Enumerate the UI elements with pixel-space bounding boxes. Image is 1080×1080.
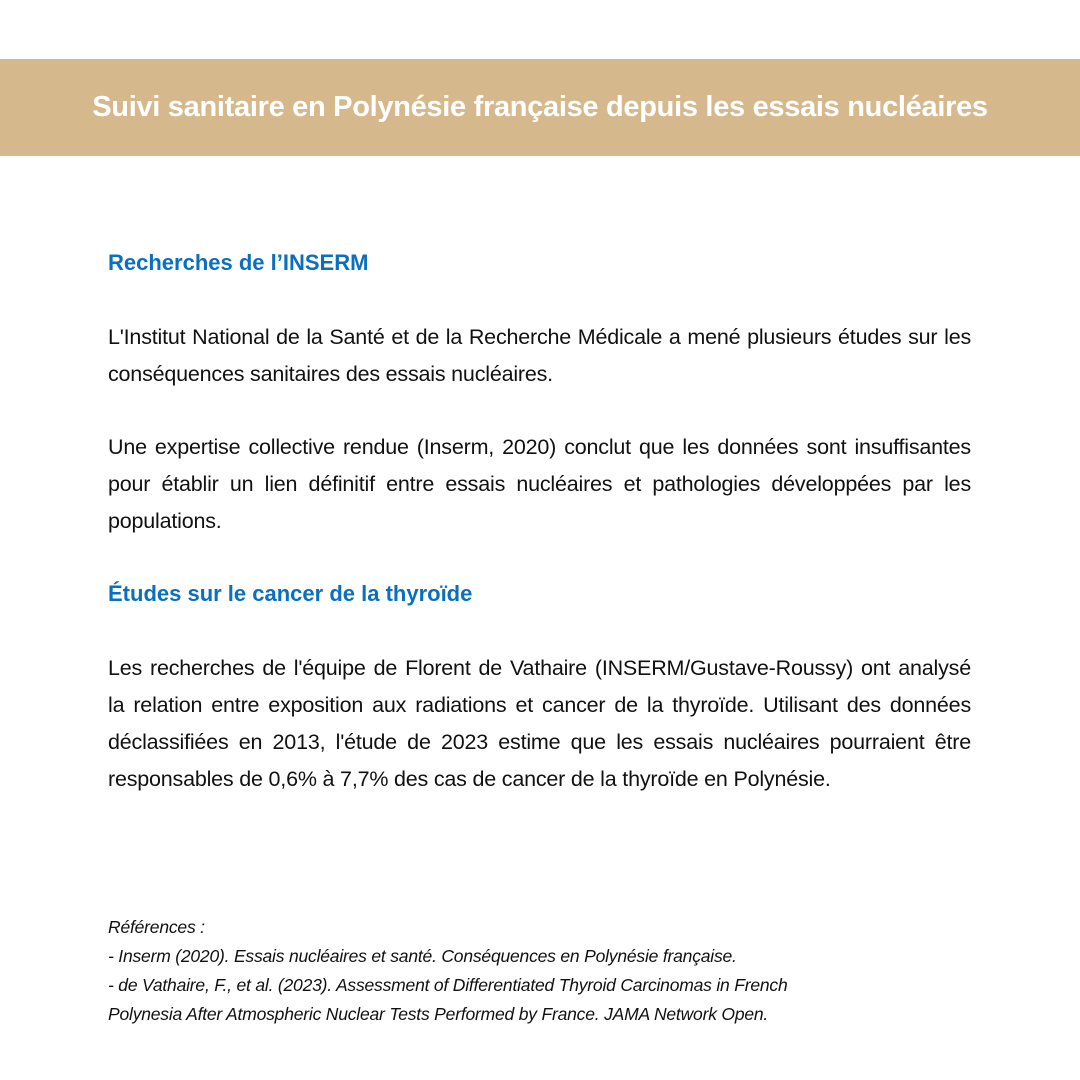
paragraph: Les recherches de l'équipe de Florent de Vathaire (INSERM/Gustave-Roussy) ont analysé la relation entre exposition aux radiations et cancer de la thyroïde. Utilisant des données déclassifiées en 2013, l'étude de 2023 estime que les essais nucléaires pourraient être responsables de 0,6% à 7,7% des cas de cancer de la thyroïde en Polynésie. — [108, 656, 971, 791]
page-title: Suivi sanitaire en Polynésie française depuis les essais nucléaires — [92, 91, 988, 123]
main-content — [108, 245, 971, 798]
paragraph: Une expertise collective rendue (Inserm, 2020) conclut que les données sont insuffisantes pour établir un lien définitif entre essais nucléaires et pathologies développées par les populations. — [108, 435, 971, 533]
reference-item: - de Vathaire, F., et al. (2023). Assessment of Differentiated Thyroid Carcinomas in French — [108, 975, 788, 995]
paragraph: L'Institut National de la Santé et de la Recherche Médicale a mené plusieurs études sur les conséquences sanitaires des essais nucléaires. — [108, 325, 971, 386]
references-label: Références : — [108, 917, 205, 937]
references — [108, 913, 988, 1029]
title-banner — [0, 59, 1080, 156]
section-title-thyroid: Études sur le cancer de la thyroïde — [108, 581, 473, 606]
reference-item: - Inserm (2020). Essais nucléaires et santé. Conséquences en Polynésie française. — [108, 946, 737, 966]
reference-item: Polynesia After Atmospheric Nuclear Tests Performed by France. JAMA Network Open. — [108, 1004, 769, 1024]
section-title-inserm: Recherches de l’INSERM — [108, 250, 369, 275]
